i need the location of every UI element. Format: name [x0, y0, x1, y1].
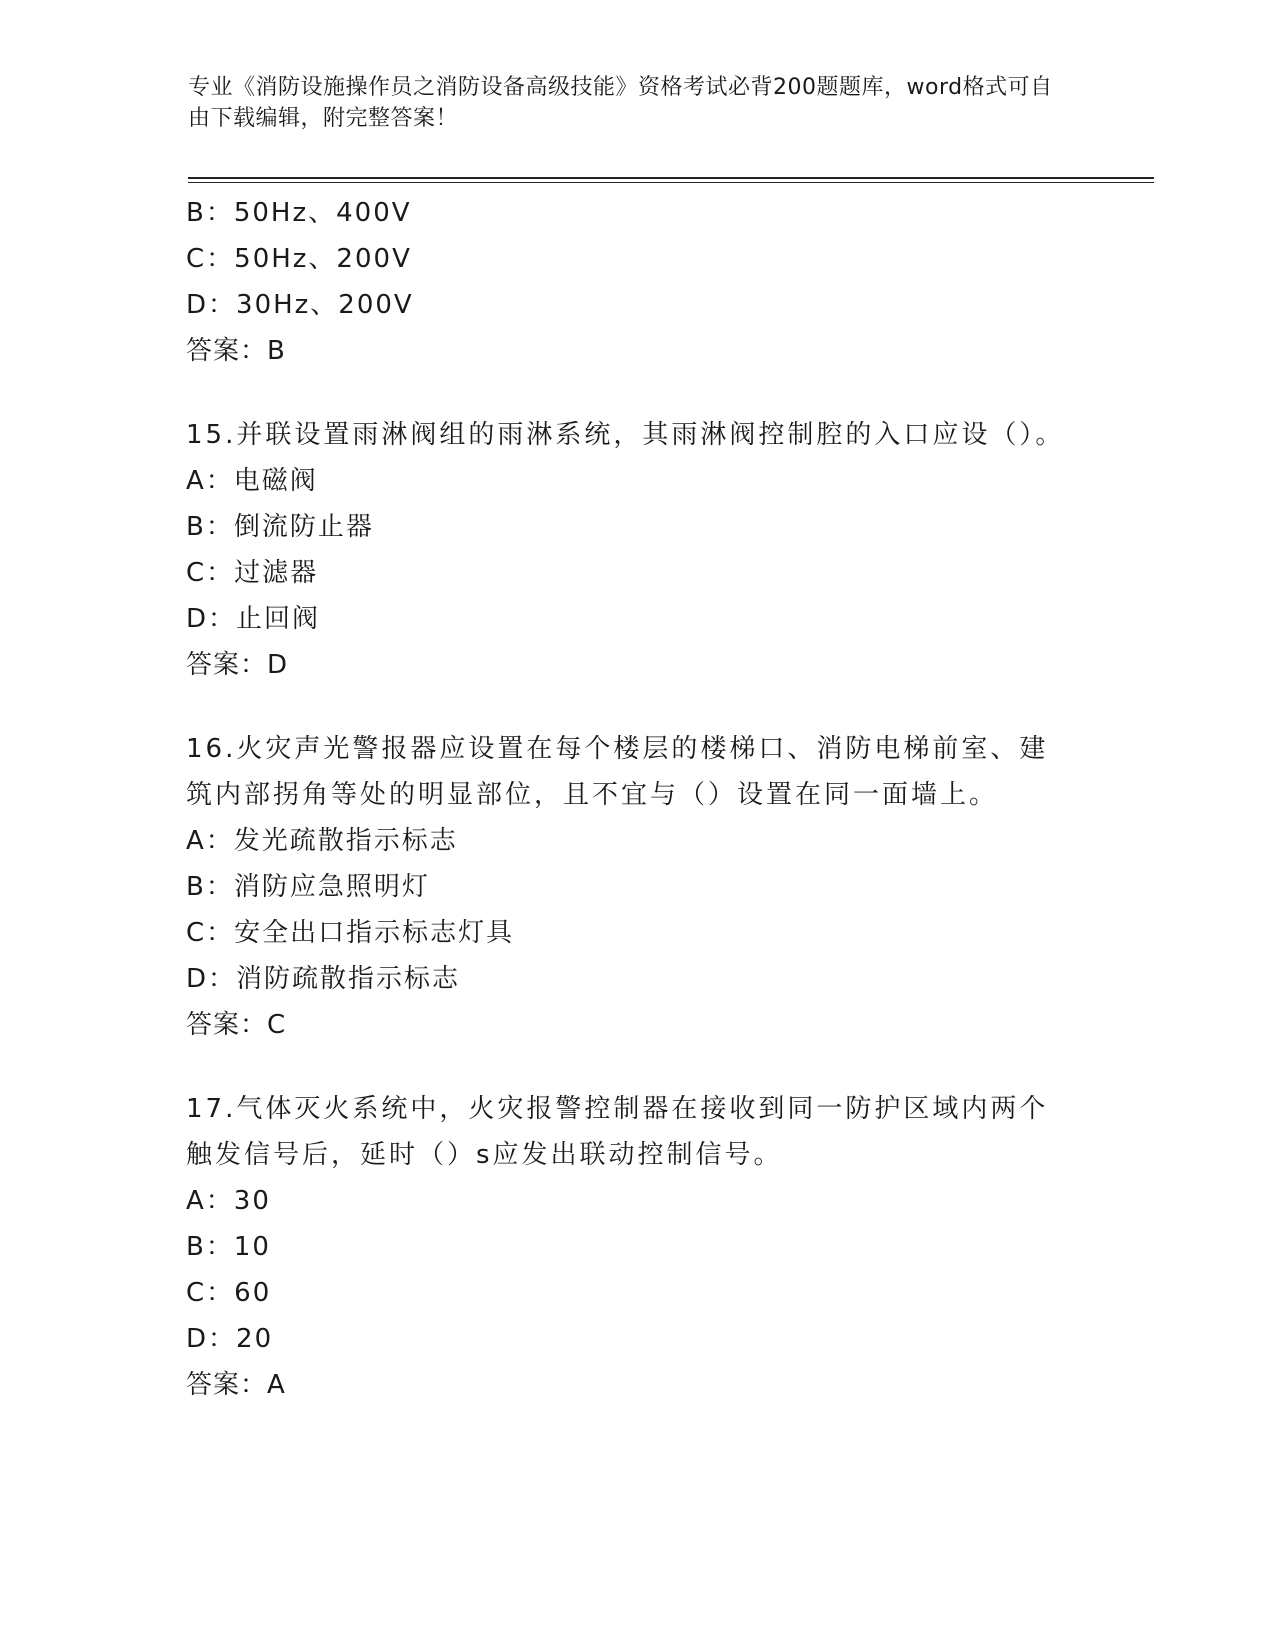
option-a: A：电磁阀: [186, 466, 318, 496]
option-c: C：50Hz、200V: [186, 244, 412, 274]
answer-line: 答案：B: [186, 336, 286, 366]
answer-line: 答案：A: [186, 1370, 286, 1400]
question-stem: 16.火灾声光警报器应设置在每个楼层的楼梯口、消防电梯前室、建筑内部拐角等处的明显部位，且不宜与（）设置在同一面墙上。: [186, 734, 1049, 810]
question-15: [186, 412, 1086, 688]
answer-line: 答案：D: [186, 650, 289, 680]
option-a: A：发光疏散指示标志: [186, 826, 458, 856]
option-a: A：30: [186, 1186, 271, 1216]
option-b: B：10: [186, 1232, 271, 1262]
answer-line: 答案：C: [186, 1010, 287, 1040]
question-17: [186, 1086, 1086, 1408]
option-d: D：止回阀: [186, 604, 321, 634]
option-b: B：倒流防止器: [186, 512, 374, 542]
option-d: D：30Hz、200V: [186, 290, 414, 320]
option-d: D：20: [186, 1324, 274, 1354]
question-16: [186, 726, 1086, 1048]
prev-question-block: [186, 190, 1086, 374]
option-c: C：安全出口指示标志灯具: [186, 918, 515, 948]
option-c: C：过滤器: [186, 558, 319, 588]
question-list: [186, 190, 1086, 1408]
question-stem: 17.气体灭火系统中，火灾报警控制器在接收到同一防护区域内两个触发信号后，延时（）s应发出联动控制信号。: [186, 1094, 1049, 1170]
header-divider-thick: [188, 177, 1154, 179]
option-b: B：消防应急照明灯: [186, 872, 430, 902]
option-c: C：60: [186, 1278, 272, 1308]
document-header: 专业《消防设施操作员之消防设备高级技能》资格考试必背200题题库，word格式可自由下载编辑，附完整答案！: [188, 75, 1053, 131]
question-stem: 15.并联设置雨淋阀组的雨淋系统，其雨淋阀控制腔的入口应设（）。: [186, 420, 1065, 450]
option-d: D：消防疏散指示标志: [186, 964, 461, 994]
header-divider-thin: [188, 182, 1154, 183]
option-b: B：50Hz、400V: [186, 198, 412, 228]
